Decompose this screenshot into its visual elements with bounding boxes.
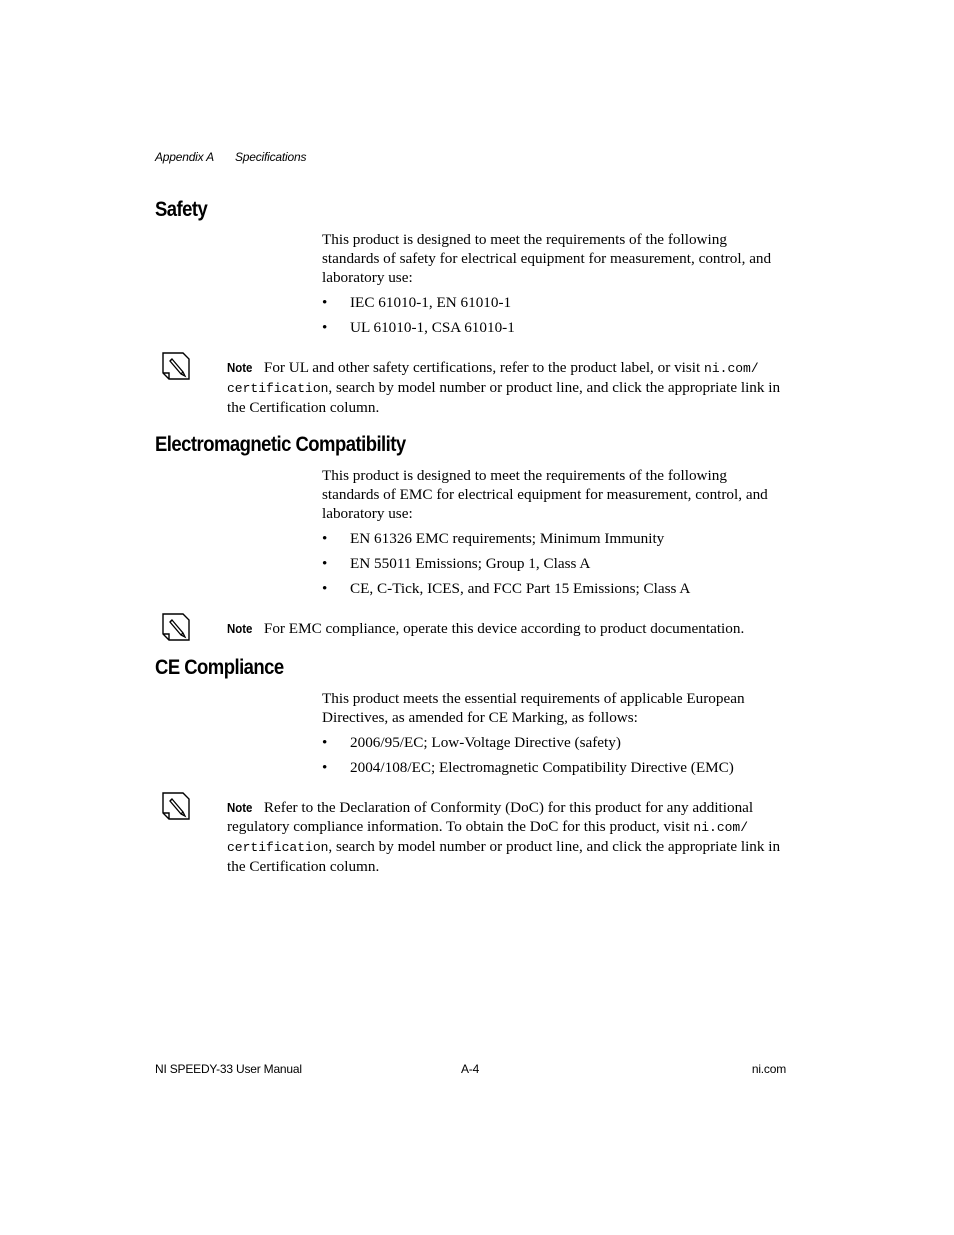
safety-body [322, 230, 784, 337]
list-item [322, 293, 784, 312]
ce-directives-list [322, 733, 784, 777]
footer-manual-title: NI SPEEDY-33 User Manual [155, 1062, 302, 1076]
safety-heading: Safety [155, 198, 208, 221]
list-item [322, 733, 784, 752]
bullet-icon: • [322, 530, 328, 547]
note-label: Note [227, 621, 253, 636]
list-item [322, 758, 784, 777]
note-text [227, 619, 785, 638]
emc-heading: Electromagnetic Compatibility [155, 433, 406, 456]
bullet-icon: • [322, 555, 328, 572]
bullet-icon: • [322, 734, 328, 751]
link-part: ni.com/ [704, 361, 759, 376]
ce-body [322, 689, 784, 777]
list-item-text: IEC 61010-1, EN 61010-1 [350, 294, 512, 311]
link-part: ni.com/ [693, 820, 749, 835]
note-body-end: , search by model number or product line, and click the appropriate link in the Certification column. [227, 379, 781, 416]
ce-intro: This product meets the essential requirements of applicable European Directives, as amended for CE Marking, as follows: [322, 690, 745, 726]
footer-page-number: A-4 [461, 1062, 480, 1076]
bullet-icon: • [322, 319, 328, 336]
note-pencil-icon [160, 790, 192, 822]
safety-intro: This product is designed to meet the requirements of the following standards of safety for electrical equipment for measurement, control, and laboratory use: [322, 231, 772, 286]
list-item-text: 2004/108/EC; Electromagnetic Compatibility Directive (EMC) [350, 759, 734, 776]
header-chapter: Appendix A [155, 150, 214, 164]
note-body: For EMC compliance, operate this device according to product documentation. [263, 620, 745, 637]
list-item-text: EN 55011 Emissions; Group 1, Class A [350, 555, 591, 572]
emc-body [322, 466, 784, 598]
note-pencil-icon [160, 611, 192, 643]
bullet-icon: • [322, 294, 328, 311]
link-part: certification [227, 840, 329, 855]
list-item [322, 554, 784, 573]
list-item-text: EN 61326 EMC requirements; Minimum Immunity [350, 530, 665, 547]
note-text [227, 798, 785, 876]
bullet-icon: • [322, 759, 328, 776]
note-body: For UL and other safety certifications, refer to the product label, or visit [263, 359, 705, 376]
note-body-end: , search by model number or product line, and click the appropriate link in the Certification column. [227, 838, 781, 875]
header-section: Specifications [235, 150, 307, 164]
note-label: Note [227, 800, 253, 815]
list-item-text: 2006/95/EC; Low-Voltage Directive (safety) [350, 734, 621, 751]
emc-intro: This product is designed to meet the requirements of the following standards of EMC for electrical equipment for measurement, control, and laboratory use: [322, 467, 768, 522]
list-item [322, 318, 784, 337]
running-header [155, 150, 306, 164]
list-item [322, 579, 784, 598]
link-part: certification [227, 381, 329, 396]
emc-standards-list [322, 529, 784, 598]
note-pencil-icon [160, 350, 192, 382]
safety-standards-list [322, 293, 784, 337]
bullet-icon: • [322, 580, 328, 597]
note-text [227, 358, 785, 417]
list-item [322, 529, 784, 548]
list-item-text: UL 61010-1, CSA 61010-1 [350, 319, 515, 336]
note-label: Note [227, 360, 253, 375]
list-item-text: CE, C-Tick, ICES, and FCC Part 15 Emissions; Class A [350, 580, 691, 597]
note-body: Refer to the Declaration of Conformity (DoC) for this product for any additional regulatory compliance information. To obtain the DoC for this product, visit [227, 799, 754, 835]
ce-heading: CE Compliance [155, 656, 284, 679]
footer-site-link[interactable]: ni.com [751, 1062, 786, 1076]
